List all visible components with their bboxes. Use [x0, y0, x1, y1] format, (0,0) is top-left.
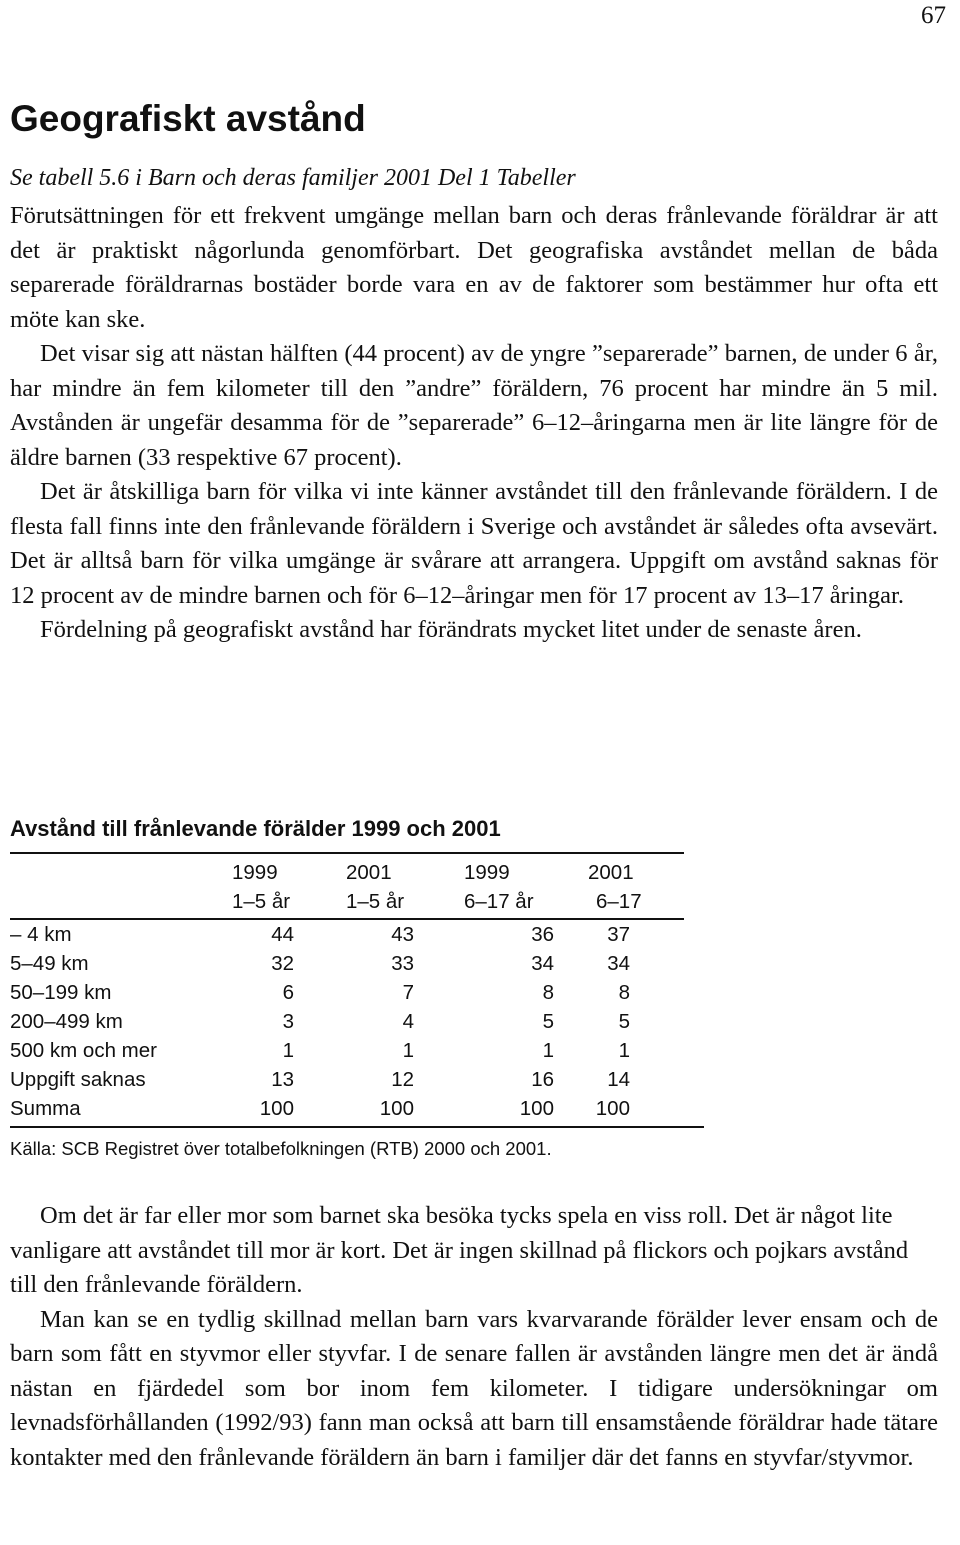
table-cell: 34 [607, 952, 630, 975]
table-cell: 5 [542, 1010, 554, 1033]
table-cell: 13 [271, 1068, 294, 1091]
table-cell: 5 [618, 1010, 630, 1033]
table-cell: 1 [402, 1039, 414, 1062]
table-source: Källa: SCB Registret över totalbefolkningen (RTB) 2000 och 2001. [10, 1138, 552, 1159]
table-cell: 34 [531, 952, 554, 975]
table-row [10, 1007, 710, 1036]
table-bottom-rule [10, 1126, 704, 1128]
table-cell: 100 [519, 1097, 554, 1120]
header-year: 2001 [346, 861, 392, 884]
row-label: Uppgift saknas [10, 1068, 146, 1091]
header-year: 1999 [464, 861, 510, 884]
row-label: – 4 km [10, 923, 72, 946]
page-number: 67 [921, 2, 946, 29]
header-age: 6–17 år [464, 890, 534, 913]
table-cell: 8 [542, 981, 554, 1004]
table-cell: 3 [282, 1010, 294, 1033]
table-cell: 6 [282, 981, 294, 1004]
paragraph: Fördelning på geografiskt avstånd har förändrats mycket litet under de senaste åren. [40, 616, 862, 643]
body-text-top [10, 199, 938, 648]
table-cell: 43 [391, 923, 414, 946]
paragraph: Förutsättningen för ett frekvent umgänge mellan barn och deras frånlevande föräldrar är att det är praktiskt någorlunda genomförbart. Det geografiska avståndet mellan de båda separerade föräldrarnas bostäder borde vara en av de faktorer som bestämmer hur ofta ett möte kan ske. [10, 202, 938, 333]
table-cell: 1 [282, 1039, 294, 1062]
table-reference: Se tabell 5.6 i Barn och deras familjer 2001 Del 1 Tabeller [10, 165, 576, 191]
section-heading: Geografiskt avstånd [10, 98, 366, 139]
table-row-total [10, 1094, 710, 1123]
table-row [10, 949, 710, 978]
table-cell: 1 [542, 1039, 554, 1062]
distance-table [10, 858, 710, 1123]
table-cell: 100 [595, 1097, 630, 1120]
table-top-rule [10, 852, 684, 854]
paragraph: Om det är far eller mor som barnet ska besöka tycks spela en viss roll. Det är något lite vanligare att avståndet till mor är kort. Det är ingen skillnad på flickors och pojkars avstånd till den frånlevande föräldern. [10, 1202, 909, 1298]
table-cell: 7 [402, 981, 414, 1004]
header-year: 1999 [232, 861, 278, 884]
header-age: 1–5 år [346, 890, 405, 913]
table-cell: 44 [271, 923, 294, 946]
header-age: 1–5 år [232, 890, 291, 913]
table-cell: 14 [607, 1068, 630, 1091]
table-header-ages [10, 887, 710, 916]
body-text-bottom [10, 1199, 938, 1475]
table-cell: 1 [618, 1039, 630, 1062]
paragraph: Man kan se en tydlig skillnad mellan barn vars kvarvarande förälder lever ensam och de barn som fått en styvmor eller styvfar. I de senare fallen är avstånden längre men det är ändå nästan en fjärdedel som bor inom fem kilometer. I tidigare undersökningar om levnadsförhållanden (1992/93) fann man också att barn till ensamstående föräldrar hade tätare kontakter med den frånlevande föräldern än barn i familjer där det fanns en styvfar/styvmor. [10, 1305, 938, 1471]
table-row [10, 1065, 710, 1094]
row-label: 5–49 km [10, 952, 89, 975]
table-cell: 8 [618, 981, 630, 1004]
header-age: 6–17 [596, 890, 642, 913]
table-row [10, 978, 710, 1007]
table-header-years [10, 858, 710, 887]
table-cell: 16 [531, 1068, 554, 1091]
paragraph: Det visar sig att nästan hälften (44 procent) av de yngre ”separerade” barnen, de under 6 år, har mindre än fem kilometer till den ”andre” föräldern, 76 procent har mindre än 5 mil. Avstånden är ungefär desamma för de ”separerade” 6–12–åringarna men är lite längre för de äldre barnen (33 respektive 67 procent). [10, 340, 938, 471]
table-cell: 36 [531, 923, 554, 946]
table-cell: 4 [402, 1010, 414, 1033]
table-cell: 12 [391, 1068, 414, 1091]
table-title: Avstånd till frånlevande förälder 1999 och 2001 [10, 816, 501, 841]
table-cell: 33 [391, 952, 414, 975]
header-year: 2001 [588, 861, 634, 884]
table-cell: 100 [379, 1097, 414, 1120]
row-label: Summa [10, 1097, 81, 1120]
row-label: 200–499 km [10, 1010, 123, 1033]
table-cell: 100 [259, 1097, 294, 1120]
table-row [10, 920, 710, 949]
table-cell: 32 [271, 952, 294, 975]
paragraph: Det är åtskilliga barn för vilka vi inte känner avståndet till den frånlevande föräldern. I de flesta fall finns inte den frånlevande föräldern i Sverige och avståndet är således ofta avsevärt. Det är alltså barn för vilka umgänge är svårare att arrangera. Uppgift om avstånd saknas för 12 procent av de mindre barnen och för 6–12–åringar men för 17 procent av 13–17 åringar. [10, 478, 938, 609]
row-label: 50–199 km [10, 981, 112, 1004]
table-cell: 37 [607, 923, 630, 946]
table-row [10, 1036, 710, 1065]
row-label: 500 km och mer [10, 1039, 157, 1062]
